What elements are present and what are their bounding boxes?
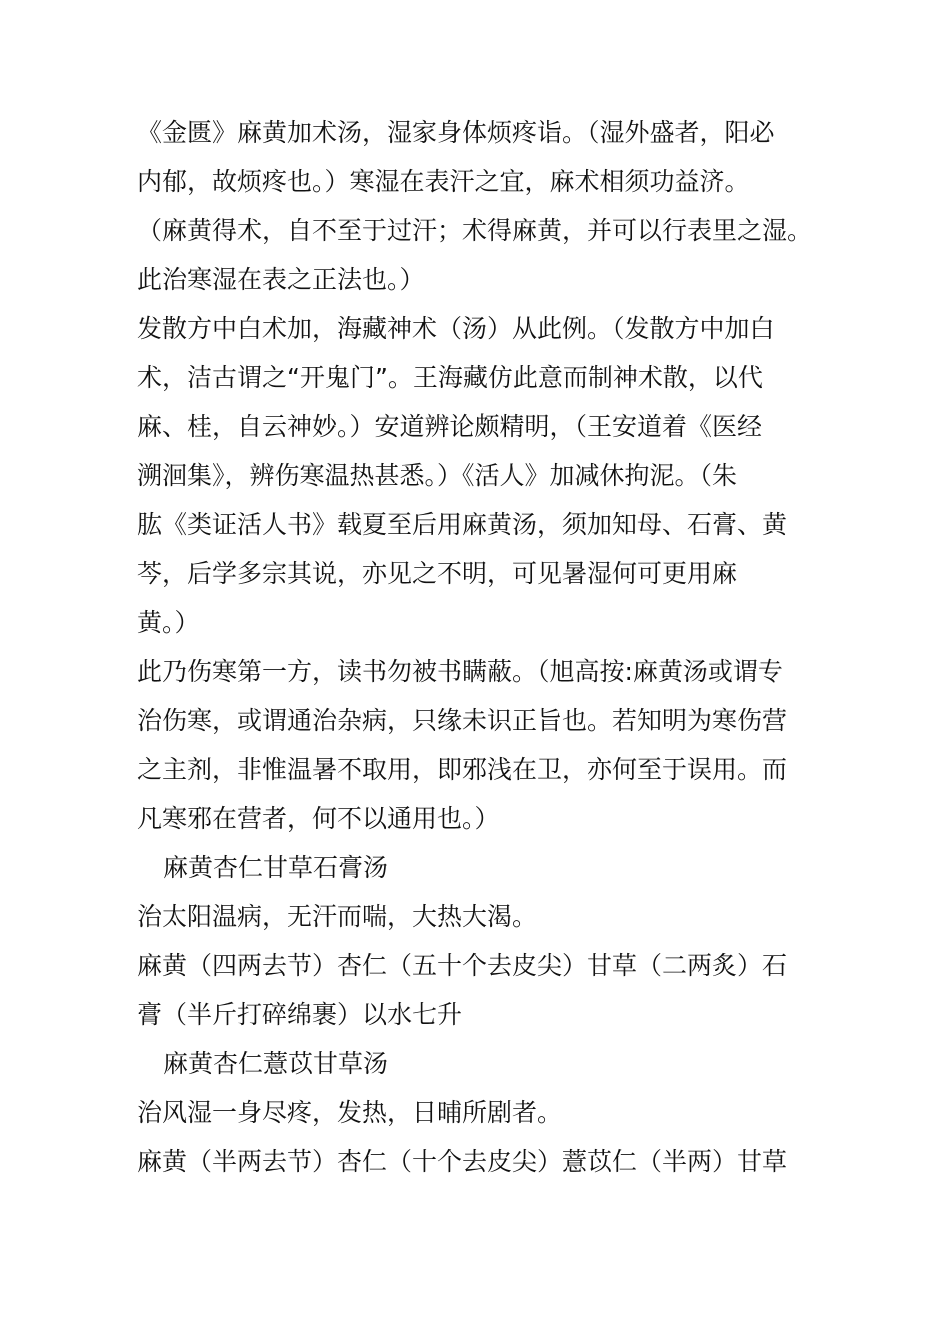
- text-line: 治风湿一身尽疼，发热，日晡所剧者。: [137, 1098, 563, 1127]
- text-line: 黄。）: [137, 608, 200, 637]
- text-line: 治伤寒，或谓通治杂病，只缘未识正旨也。若知明为寒伤营: [137, 706, 788, 735]
- text-line: 治太阳温病，无汗而喘，大热大渴。: [137, 902, 538, 931]
- text-line: 麻黄（半两去节）杏仁（十个去皮尖）薏苡仁（半两）甘草: [137, 1147, 788, 1176]
- text-line: 发散方中白术加，海藏神术（汤）从此例。（发散方中加白: [137, 314, 775, 343]
- formula-heading: 麻黄杏仁薏苡甘草汤: [163, 1049, 389, 1078]
- text-line: 麻、桂，自云神妙。）安道辨论颇精明，（王安道着《医经: [137, 412, 763, 441]
- text-line: 内郁，故烦疼也。）寒湿在表汗之宜，麻术相须功益济。: [137, 167, 750, 196]
- text-line: （麻黄得术，自不至于过汗；术得麻黄，并可以行表里之湿。: [137, 216, 813, 245]
- text-line: 膏（半斤打碎绵裹）以水七升: [137, 1000, 463, 1029]
- text-line: 凡寒邪在营者，何不以通用也。）: [137, 804, 500, 833]
- text-line: 此治寒湿在表之正法也。）: [137, 265, 425, 294]
- document-body: [137, 108, 817, 1186]
- text-line: 麻黄（四两去节）杏仁（五十个去皮尖）甘草（二两炙）石: [137, 951, 788, 980]
- text-line: 溯洄集》，辨伤寒温热甚悉。）《活人》加减休拘泥。（朱: [137, 461, 738, 490]
- text-line: 芩，后学多宗其说，亦见之不明，可见暑湿何可更用麻: [137, 559, 738, 588]
- formula-heading: 麻黄杏仁甘草石膏汤: [163, 853, 389, 882]
- text-line: 肱《类证活人书》载夏至后用麻黄汤，须加知母、石膏、黄: [137, 510, 788, 539]
- text-line: 此乃伤寒第一方，读书勿被书瞒蔽。（旭高按:麻黄汤或谓专: [137, 657, 783, 686]
- text-line: 《金匮》麻黄加术汤，湿家身体烦疼诣。（湿外盛者，阳必: [137, 118, 775, 147]
- text-line: 之主剂，非惟温暑不取用，即邪浅在卫，亦何至于误用。而: [137, 755, 788, 784]
- text-line: 术，洁古谓之“开鬼门”。王海藏仿此意而制神术散，以代: [137, 363, 763, 392]
